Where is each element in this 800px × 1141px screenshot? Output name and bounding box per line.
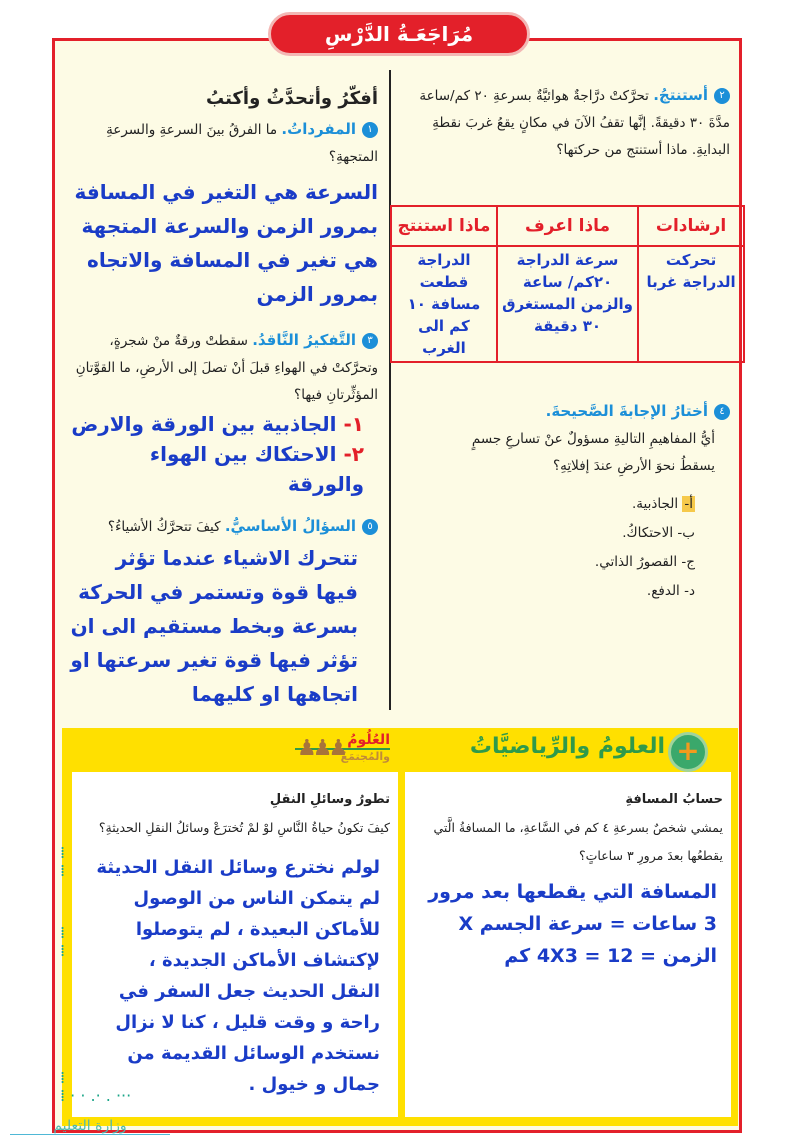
ministry-watermark: وزارة التعليم bbox=[10, 1118, 170, 1135]
society-answer: لولم نخترع وسائل النقل الحديثة لم يتمكن الناس من الوصول للأماكن البعيدة ، لم يتوصلوا لإكتشاف الأماكن الجديدة ، النقل الحديث جعل السفر في راحة و وقت قليل ، كنا لا نزال نستخدم الوسائل القديمة من جمال و خيول . bbox=[96, 857, 380, 1095]
math-question: يمشي شخصٌ بسرعةِ ٤ كم في السَّاعةِ، ما المسافةُ الَّتي يقطعُها بعدَ مرورِ ٣ ساعاتٍ؟ bbox=[433, 820, 723, 863]
option-text: الدفع. bbox=[646, 583, 680, 599]
question-keyword: أختارُ الإجابةَ الصَّحيحةَ. bbox=[545, 402, 708, 420]
question-keyword: السؤالُ الأساسيُّ. bbox=[224, 517, 356, 535]
option-text: الاحتكاكُ. bbox=[622, 525, 674, 541]
math-answer: المسافة التي يقطعها بعد مرور 3 ساعات = سرعة الجسم X الزمن = 4X3 = 12 كم bbox=[428, 881, 717, 967]
question-text: ما الفرقُ بينَ السرعةِ والسرعةِ المتجهةِ؟ bbox=[106, 122, 378, 165]
table-cell: تحركت الدراجة غربا bbox=[638, 246, 744, 362]
decorative-dots: ⁞ ⁞ · · .· . ··· bbox=[60, 1068, 132, 1105]
table-header: ماذا استنتج bbox=[391, 206, 497, 246]
option-b[interactable] bbox=[560, 519, 695, 548]
answer-number: ٢- bbox=[343, 442, 364, 466]
answer-text: الجاذبية بين الورقة والارض bbox=[71, 412, 337, 436]
option-text: الجاذبية. bbox=[632, 496, 679, 512]
option-a[interactable] bbox=[560, 490, 695, 519]
option-c[interactable] bbox=[560, 548, 695, 577]
question-4-text: أيُّ المفاهيمِ التاليةِ مسؤولٌ عنْ تسارعِ جسمٍ يسقطُ نحوَ الأرضِ عندَ إفلاتِهِ؟ bbox=[471, 431, 715, 474]
number-badge: ١ bbox=[362, 122, 378, 138]
math-heading: حسابُ المسافةِ bbox=[625, 792, 723, 807]
question-text: تحرَّكتْ درَّاجةٌ هوائيَّةٌ بسرعةِ ٢٠ كم/ساعة مدَّةَ ٣٠ دقيقةً. إنَّها تقفُ الآنَ في مكانٍ يقعُ غربَ نقطةِ البدايةِ. ماذا أستنتج من حركتها؟ bbox=[419, 88, 730, 158]
decorative-dots: ⁞ ⁞ bbox=[60, 843, 66, 880]
table-header: ماذا اعرف bbox=[497, 206, 638, 246]
society-question: كيفَ تكونُ حياةُ النَّاسِ لوْ لمْ تُخترَعْ وسائلُ النقلِ الحديثةِ؟ bbox=[98, 820, 390, 835]
question-3 bbox=[70, 327, 378, 409]
answer-3-line-2 bbox=[70, 439, 378, 499]
option-letter: أ- bbox=[684, 496, 693, 512]
decorative-dots: ⁞ ⁞ bbox=[60, 923, 66, 960]
number-badge: ٥ bbox=[362, 519, 378, 535]
people-icon: ♟♟♟ bbox=[297, 736, 345, 761]
answer-5: تتحرك الاشياء عندما تؤثر فيها قوة وتستمر في الحركة بسرعة وبخط مستقيم الى ان تؤثر فيها قوة تغير سرعتها او اتجاهها او كليهما bbox=[70, 546, 358, 706]
number-badge: ٢ bbox=[714, 88, 730, 104]
table-header: ارشادات bbox=[638, 206, 744, 246]
question-header bbox=[545, 398, 730, 426]
question-keyword: أستنتجُ. bbox=[653, 86, 708, 104]
math-plus-icon: + bbox=[668, 732, 708, 772]
question-text: سقطتْ ورقةٌ منْ شجرةٍ، وتحرَّكتْ في الهواءِ قبلَ أنْ تصلَ إلى الأرضِ، ما القوَّتانِ المؤثِّرتانِ فيها؟ bbox=[75, 333, 378, 403]
question-keyword: التَّفكيرُ النَّاقدُ. bbox=[252, 331, 356, 349]
question-2 bbox=[412, 82, 730, 164]
option-letter: ج- bbox=[681, 554, 695, 570]
society-heading: تطورُ وسائلِ النقلِ bbox=[269, 792, 390, 807]
society-title: العُلُومُ bbox=[347, 732, 390, 748]
options-list bbox=[560, 490, 695, 606]
society-logo bbox=[295, 732, 390, 763]
answer-text: الاحتكاك بين الهواء والورقة bbox=[149, 442, 364, 496]
question-text: كيفَ تتحرَّكُ الأشياءُ؟ bbox=[107, 519, 221, 535]
question-4 bbox=[545, 398, 725, 426]
page-title: مُرَاجَعَـةُ الدَّرْسِ bbox=[268, 12, 530, 56]
answer-3-line-1 bbox=[70, 409, 378, 439]
table-cell: الدراجة قطعت مسافة ١٠ كم الى الغرب bbox=[391, 246, 497, 362]
math-section-title: العلومُ والرِّياضيَّاتُ bbox=[469, 734, 665, 759]
answer-number: ١- bbox=[343, 412, 364, 436]
option-letter: ب- bbox=[677, 525, 695, 541]
society-subtitle: والمُجتمَعُ bbox=[340, 750, 390, 763]
section-heading: أفكّرُ وأتحدَّثُ وأكتبُ bbox=[206, 88, 378, 109]
answer-1: السرعة هي التغير في المسافة بمرور الزمن والسرعة المتجهة هي تغير في المسافة والاتجاه بمرور الزمن bbox=[74, 180, 378, 306]
question-1 bbox=[70, 116, 378, 171]
question-5 bbox=[70, 513, 378, 541]
math-box bbox=[405, 772, 731, 1117]
option-d[interactable] bbox=[560, 577, 695, 606]
table-cell: سرعة الدراجة ٢٠كم/ ساعة والزمن المستغرق ٣٠ دقيقة bbox=[497, 246, 638, 362]
number-badge: ٣ bbox=[362, 333, 378, 349]
option-letter: د- bbox=[684, 583, 695, 599]
left-column bbox=[70, 82, 378, 711]
option-text: القصورُ الذاتي. bbox=[594, 554, 678, 570]
column-divider bbox=[389, 70, 391, 710]
question-keyword: المفرداتُ. bbox=[281, 120, 356, 138]
number-badge: ٤ bbox=[714, 404, 730, 420]
hints-table bbox=[390, 205, 745, 363]
society-box bbox=[72, 772, 398, 1117]
